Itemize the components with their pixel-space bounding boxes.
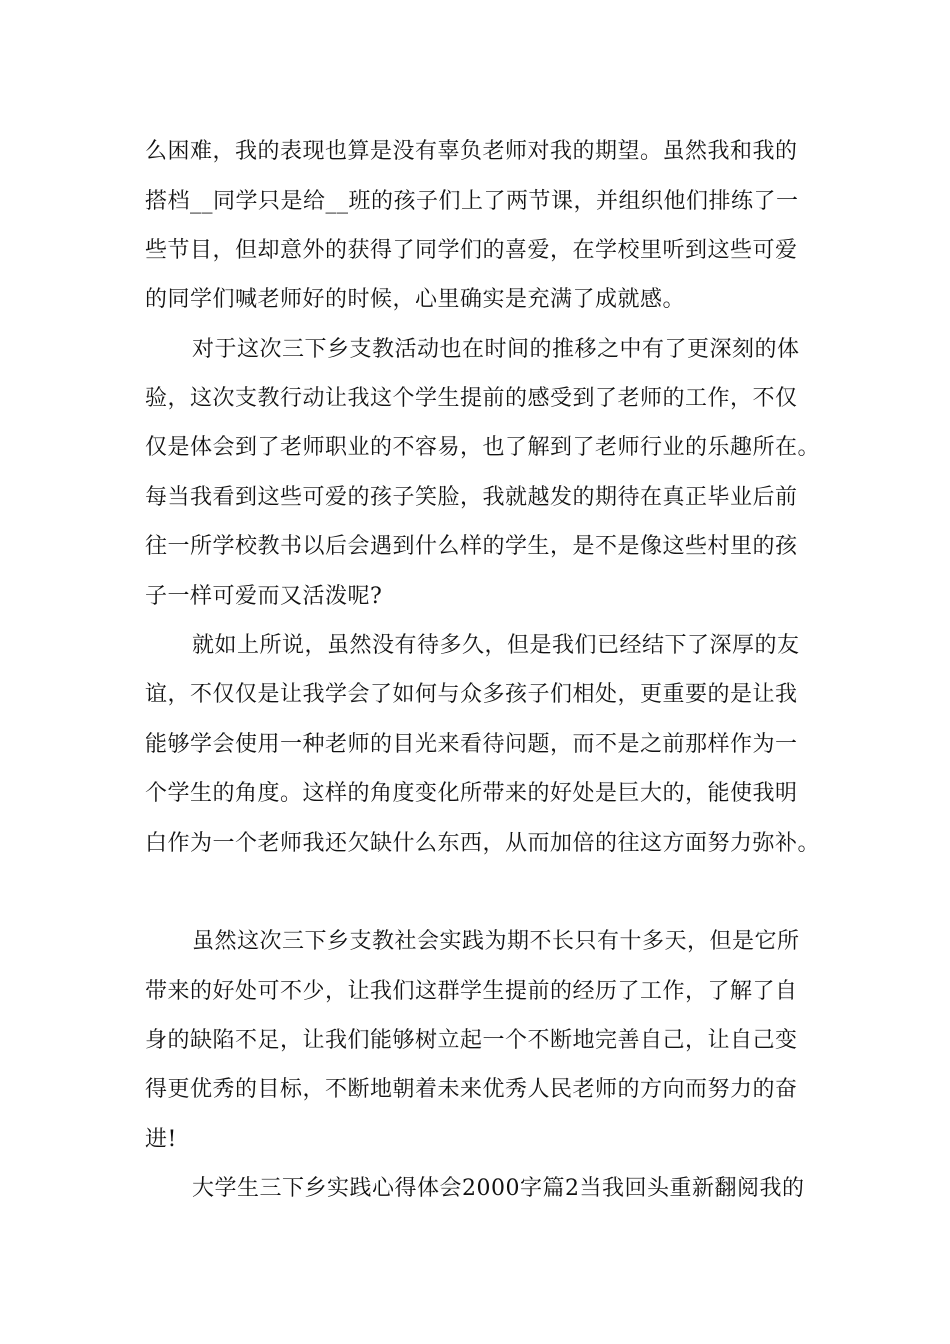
text-line: 么困难，我的表现也算是没有辜负老师对我的期望。虽然我和我的 xyxy=(145,139,798,164)
paragraph-first-line: 大学生三下乡实践心得体会2000字篇2当我回头重新翻阅我的 xyxy=(192,1176,805,1201)
paragraph-first-line: 就如上所说，虽然没有待多久，但是我们已经结下了深厚的友 xyxy=(192,633,800,658)
text-line: 谊，不仅仅是让我学会了如何与众多孩子们相处，更重要的是让我 xyxy=(145,682,798,707)
text-line: 往一所学校教书以后会遇到什么样的学生，是不是像这些村里的孩 xyxy=(145,534,798,559)
text-line: 搭档__同学只是给__班的孩子们上了两节课，并组织他们排练了一 xyxy=(145,189,799,214)
text-line: 验，这次支教行动让我这个学生提前的感受到了老师的工作，不仅 xyxy=(145,386,798,411)
text-line: 些节目，但却意外的获得了同学们的喜爱，在学校里听到这些可爱 xyxy=(145,238,798,263)
text-line: 白作为一个老师我还欠缺什么东西，从而加倍的往这方面努力弥补。 xyxy=(145,831,821,856)
text-line: 能够学会使用一种老师的目光来看待问题，而不是之前那样作为一 xyxy=(145,732,798,757)
text-line: 子一样可爱而又活泼呢? xyxy=(145,584,383,609)
text-line: 身的缺陷不足，让我们能够树立起一个不断地完善自己，让自己变 xyxy=(145,1028,798,1053)
text-line: 仅是体会到了老师职业的不容易，也了解到了老师行业的乐趣所在。 xyxy=(145,435,821,460)
paragraph-first-line: 对于这次三下乡支教活动也在时间的推移之中有了更深刻的体 xyxy=(192,337,800,362)
text-line: 带来的好处可不少，让我们这群学生提前的经历了工作，了解了自 xyxy=(145,979,798,1004)
paragraph-first-line: 虽然这次三下乡支教社会实践为期不长只有十多天，但是它所 xyxy=(192,929,800,954)
text-line: 进! xyxy=(145,1127,177,1152)
text-line: 个学生的角度。这样的角度变化所带来的好处是巨大的，能使我明 xyxy=(145,781,798,806)
text-line: 的同学们喊老师好的时候，心里确实是充满了成就感。 xyxy=(145,287,686,312)
text-line: 每当我看到这些可爱的孩子笑脸，我就越发的期待在真正毕业后前 xyxy=(145,485,798,510)
text-line: 得更优秀的目标，不断地朝着未来优秀人民老师的方向而努力的奋 xyxy=(145,1077,798,1102)
